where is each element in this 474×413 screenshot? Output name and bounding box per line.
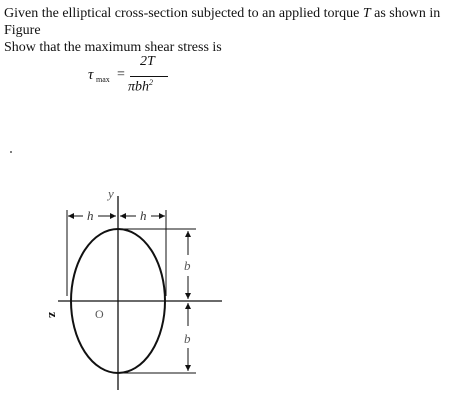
equals-sign: = [117,67,125,82]
formula-numerator: 2T [140,54,155,69]
h-left-label: h [87,208,94,223]
tau-subscript: max [96,75,110,84]
problem-line-1-text: Given the elliptical cross-section subjected to an applied torque [4,6,363,21]
denominator-base: πbh [128,79,150,95]
torque-symbol: T [362,6,371,21]
problem-line-1-end: as shown in Figure [4,6,441,38]
problem-line-2: Show that the maximum shear stress is [4,40,222,55]
z-axis-label: z [46,312,61,318]
denominator-exponent: 2 [149,78,154,87]
h-right-label: h [140,208,147,223]
b-upper-label: b [184,258,191,273]
origin-label: O [95,307,104,321]
y-axis-label: y [108,186,114,201]
b-lower-label: b [184,331,191,346]
tau-symbol: τ [88,67,94,83]
